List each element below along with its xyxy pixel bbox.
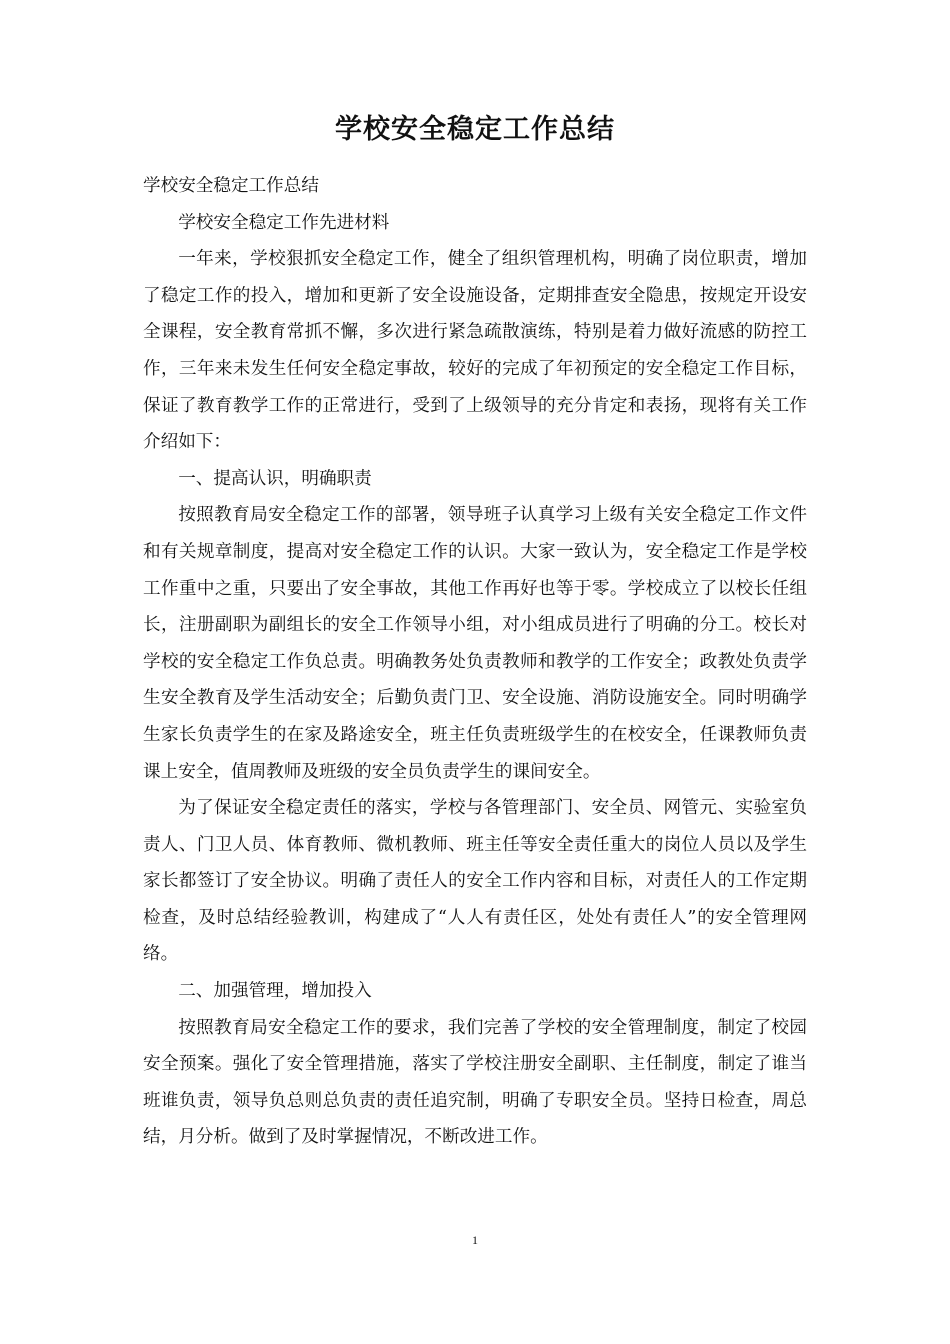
section-heading-1: 一、提高认识，明确职责 bbox=[178, 468, 372, 489]
paragraph-intro: 一年来，学校狠抓安全稳定工作，健全了组织管理机构，明确了岗位职责，增加了稳定工作的投入，增加和更新了安全设施设备，定期排查安全隐患，按规定开设安全课程，安全教育常抓不懈，多次进行紧急疏散演练，特别是着力做好流感的防控工作，三年来未发生任何安全稳定事故，较好的完成了年初预定的安全稳定工作目标，保证了教育教学工作的正常进行，受到了上级领导的充分肯定和表扬，现将有关工作介绍如下： bbox=[143, 249, 807, 453]
document-title: 学校安全稳定工作总结 bbox=[335, 114, 615, 145]
page-number: 1 bbox=[472, 1233, 478, 1247]
paragraph-heading: 学校安全稳定工作总结 bbox=[143, 176, 319, 196]
section-heading-2: 二、加强管理，增加投入 bbox=[178, 981, 372, 1002]
paragraph-management: 按照教育局安全稳定工作的要求，我们完善了学校的安全管理制度，制定了校园安全预案。强化了安全管理措施，落实了学校注册安全副职、主任制度，制定了谁当班谁负责，领导负总则总负责的责任追究制，明确了专职安全员。坚持日检查，周总结，月分析。做到了及时掌握情况，不断改进工作。 bbox=[143, 1017, 807, 1148]
document-body bbox=[143, 168, 807, 1156]
paragraph-agreements: 为了保证安全稳定责任的落实，学校与各管理部门、安全员、网管元、实验室负责人、门卫人员、体育教师、微机教师、班主任等安全责任重大的岗位人员以及学生家长都签订了安全协议。明确了责任人的安全工作内容和目标，对责任人的工作定期检查，及时总结经验教训，构建成了“人人有责任区，处处有责任人”的安全管理网络。 bbox=[143, 798, 807, 965]
paragraph-subtitle: 学校安全稳定工作先进材料 bbox=[178, 212, 390, 233]
paragraph-responsibilities: 按照教育局安全稳定工作的部署，领导班子认真学习上级有关安全稳定工作文件和有关规章制度，提高对安全稳定工作的认识。大家一致认为，安全稳定工作是学校工作重中之重，只要出了安全事故，其他工作再好也等于零。学校成立了以校长任组长，注册副职为副组长的安全工作领导小组，对小组成员进行了明确的分工。校长对学校的安全稳定工作负总责。明确教务处负责教师和教学的工作安全；政教处负责学生安全教育及学生活动安全；后勤负责门卫、安全设施、消防设施安全。同时明确学生家长负责学生的在家及路途安全，班主任负责班级学生的在校安全，任课教师负责课上安全，值周教师及班级的安全员负责学生的课间安全。 bbox=[143, 505, 807, 782]
